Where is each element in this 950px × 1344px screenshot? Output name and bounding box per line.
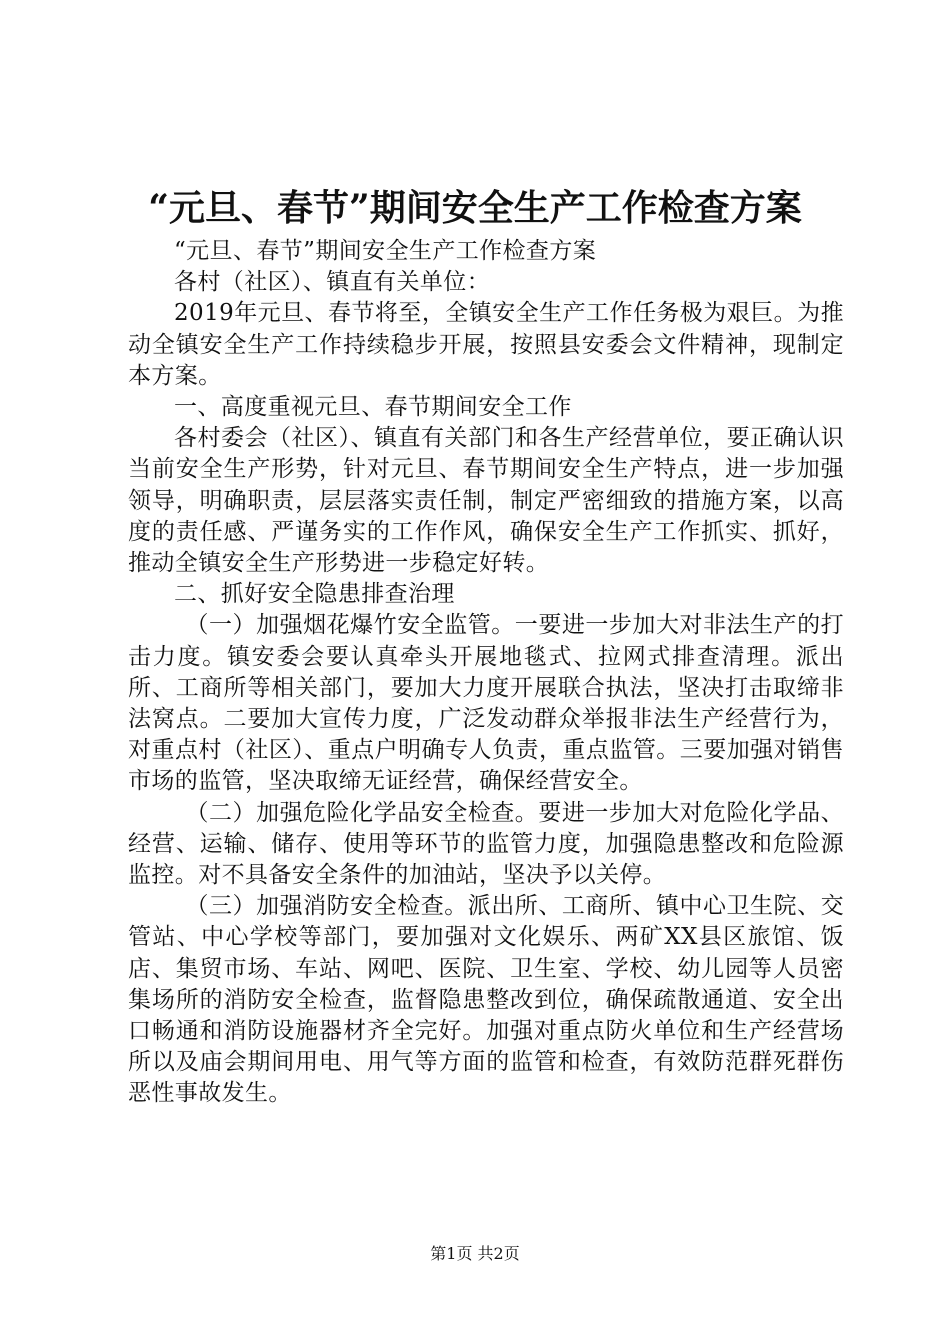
paragraph-salutation: 各村（社区）、镇直有关单位：	[174, 269, 491, 296]
paragraph-item-3: （三）加强消防安全检查。派出所、工商所、镇中心卫生院、交管站、中心学校等部门，要加强对文化娱乐、两矿XX县区旅馆、饭店、集贸市场、车站、网吧、医院、卫生室、学校、幼儿园等人员密集场所的消防安全检查，监督隐患整改到位，确保疏散通道、安全出口畅通和消防设施器材齐全完好。加强对重点防火单位和生产经营场所以及庙会期间用电、用气等方面的监管和检查，有效防范群死群伤恶性事故发生。	[128, 893, 844, 1107]
section-heading-1: 一、高度重视元旦、春节期间安全工作	[174, 394, 572, 421]
paragraph-section-1: 各村委会（社区）、镇直有关部门和各生产经营单位，要正确认识当前安全生产形势，针对元旦、春节期间安全生产特点，进一步加强领导，明确职责，层层落实责任制，制定严密细致的措施方案，以高度的责任感、严谨务实的工作作风，确保安全生产工作抓实、抓好，推动全镇安全生产形势进一步稳定好转。	[128, 425, 844, 577]
page-footer: 第1页 共2页	[430, 1244, 520, 1263]
paragraph-item-2: （二）加强危险化学品安全检查。要进一步加大对危险化学品、经营、运输、储存、使用等环节的监管力度，加强隐患整改和危险源监控。对不具备安全条件的加油站，坚决予以关停。	[128, 799, 844, 889]
section-heading-2: 二、抓好安全隐患排查治理	[174, 581, 455, 608]
document-title: “元旦、春节”期间安全生产工作检查方案	[148, 187, 802, 229]
paragraph-heading-repeat: “元旦、春节”期间安全生产工作检查方案	[174, 238, 597, 264]
document-body	[128, 236, 844, 1110]
paragraph-intro: 2019年元旦、春节将至，全镇安全生产工作任务极为艰巨。为推动全镇安全生产工作持续稳步开展，按照县安委会文件精神，现制定本方案。	[128, 300, 844, 389]
paragraph-item-1: （一）加强烟花爆竹安全监管。一要进一步加大对非法生产的打击力度。镇安委会要认真牵头开展地毯式、拉网式排查清理。派出所、工商所等相关部门，要加大力度开展联合执法，坚决打击取缔非法窝点。二要加大宣传力度，广泛发动群众举报非法生产经营行为，对重点村（社区）、重点户明确专人负责，重点监管。三要加强对销售市场的监管，坚决取缔无证经营，确保经营安全。	[128, 612, 844, 795]
